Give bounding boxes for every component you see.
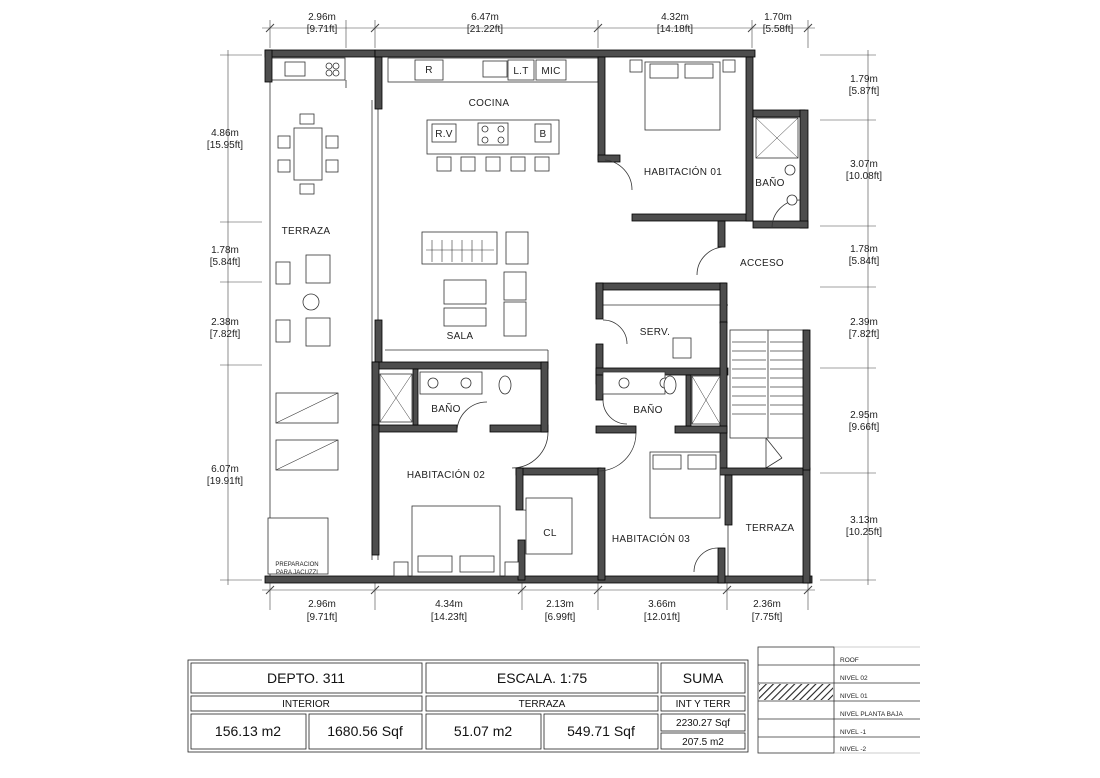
dim-top-2-ft: [21.22ft]	[466, 24, 504, 35]
terraza-label: TERRAZA	[518, 699, 566, 710]
dim-bottom-1-ft: [9.71ft]	[306, 612, 338, 623]
dim-right-5-ft: [9.66ft]	[848, 422, 880, 433]
dim-bottom-5-m: 2.36m	[753, 599, 781, 610]
top-dimensions	[307, 12, 794, 35]
stairs	[732, 342, 806, 414]
right-dimensions	[846, 74, 882, 538]
dim-top-2-m: 6.47m	[471, 12, 499, 23]
dim-right-3-m: 1.78m	[850, 244, 878, 255]
sofa	[422, 232, 497, 264]
dim-top-4-ft: [5.58ft]	[762, 24, 794, 35]
dim-right-1-m: 1.79m	[850, 74, 878, 85]
dim-bottom-3-ft: [6.99ft]	[544, 612, 576, 623]
dim-left-3-ft: [7.82ft]	[209, 329, 241, 340]
summary-text	[215, 670, 731, 748]
label-cl: CL	[543, 528, 557, 539]
dim-top-1-ft: [9.71ft]	[306, 24, 338, 35]
dim-right-3-ft: [5.84ft]	[848, 256, 880, 267]
level-nivel-minus-2: NIVEL -2	[840, 746, 867, 753]
dim-left-3-m: 2.38m	[211, 317, 239, 328]
dim-bottom-4-m: 3.66m	[648, 599, 676, 610]
dim-bottom-2-m: 4.34m	[435, 599, 463, 610]
level-highlight	[759, 684, 833, 700]
label-habitacion-03: HABITACIÓN 03	[611, 534, 691, 545]
left-dimensions	[207, 128, 243, 487]
suma-title: SUMA	[682, 670, 724, 686]
dim-right-4-ft: [7.82ft]	[848, 329, 880, 340]
label-bano-3: BAÑO	[633, 405, 663, 416]
dim-left-4-ft: [19.91ft]	[206, 476, 244, 487]
level-key	[758, 647, 920, 753]
label-bano-2: BAÑO	[431, 404, 461, 415]
coffee-table	[444, 280, 486, 304]
label-cocina: COCINA	[468, 98, 510, 109]
int-y-terr-label: INT Y TERR	[675, 699, 731, 710]
level-planta-baja: NIVEL PLANTA BAJA	[840, 711, 903, 718]
dim-bottom-2-ft: [14.23ft]	[430, 612, 468, 623]
dim-top-3-ft: [14.18ft]	[656, 24, 694, 35]
label-habitacion-01: HABITACIÓN 01	[643, 167, 723, 178]
label-b: B	[539, 129, 547, 140]
total-m2: 207.5 m2	[682, 737, 724, 748]
dim-top-3-m: 4.32m	[661, 12, 689, 23]
dim-right-2-m: 3.07m	[850, 159, 878, 170]
dim-bottom-5-ft: [7.75ft]	[751, 612, 783, 623]
terraza-m2: 51.07 m2	[453, 723, 513, 739]
dim-left-2-m: 1.78m	[211, 245, 239, 256]
label-mic: MIC	[541, 66, 561, 77]
dim-left-2-ft: [5.84ft]	[209, 257, 241, 268]
dim-right-1-ft: [5.87ft]	[848, 86, 880, 97]
level-nivel-minus-1: NIVEL -1	[840, 729, 867, 736]
level-labels	[840, 657, 904, 753]
label-serv: SERV.	[639, 327, 671, 338]
total-sqf: 2230.27 Sqf	[676, 718, 730, 729]
label-terraza-left: TERRAZA	[281, 226, 331, 237]
label-jacuzzi-1: PREPARACION	[275, 562, 319, 568]
level-nivel-02: NIVEL 02	[840, 675, 868, 682]
level-nivel-01: NIVEL 01	[840, 693, 868, 700]
dim-right-6-m: 3.13m	[850, 515, 878, 526]
dim-bottom-1-m: 2.96m	[308, 599, 336, 610]
escala-title: ESCALA. 1:75	[496, 670, 588, 686]
dim-left-1-ft: [15.95ft]	[206, 140, 244, 151]
dim-right-6-ft: [10.25ft]	[845, 527, 883, 538]
label-sala: SALA	[446, 331, 474, 342]
level-roof: ROOF	[840, 657, 859, 664]
depto-title: DEPTO. 311	[266, 670, 346, 686]
bottom-dimensions	[307, 599, 783, 623]
dim-bottom-3-m: 2.13m	[546, 599, 574, 610]
dim-right-2-ft: [10.08ft]	[845, 171, 883, 182]
label-bano-1: BAÑO	[755, 178, 785, 189]
interior-m2: 156.13 m2	[214, 723, 282, 739]
dim-top-4-m: 1.70m	[764, 12, 792, 23]
dim-bottom-4-ft: [12.01ft]	[643, 612, 681, 623]
dim-top-1-m: 2.96m	[308, 12, 336, 23]
terraza-sqf: 549.71 Sqf	[567, 723, 635, 739]
label-refrigerator: R	[425, 65, 433, 76]
closet	[526, 498, 572, 554]
label-jacuzzi-2: PARA JACUZZI	[276, 570, 318, 576]
furniture	[268, 60, 798, 576]
dim-left-4-m: 6.07m	[211, 464, 239, 475]
dim-right-4-m: 2.39m	[850, 317, 878, 328]
dim-left-1-m: 4.86m	[211, 128, 239, 139]
label-lt: L.T	[513, 66, 529, 77]
dim-right-5-m: 2.95m	[850, 410, 878, 421]
dining-table	[294, 128, 322, 180]
interior-label: INTERIOR	[282, 699, 330, 710]
label-acceso: ACCESO	[739, 258, 785, 269]
label-terraza-right: TERRAZA	[745, 523, 795, 534]
label-rv: R.V	[435, 129, 453, 140]
label-habitacion-02: HABITACIÓN 02	[406, 470, 486, 481]
interior-sqf: 1680.56 Sqf	[327, 723, 403, 739]
